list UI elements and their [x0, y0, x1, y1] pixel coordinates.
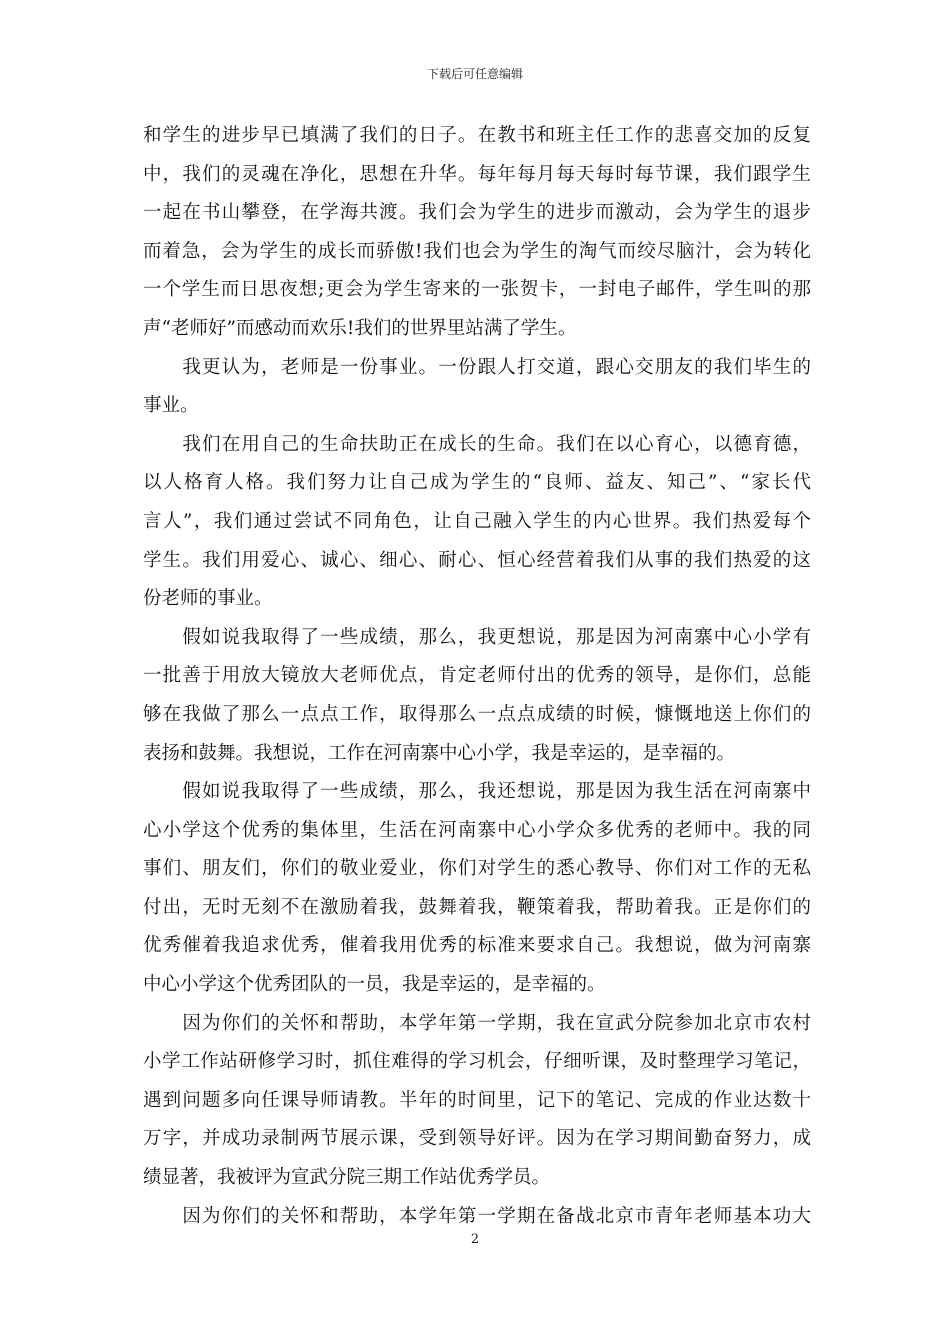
text-line: 因为你们的关怀和帮助，本学年第一学期在备战北京市青年老师基本功大	[143, 1205, 811, 1227]
text-line: 我们在用自己的生命扶助正在成长的生命。我们在以心育心，以德育德，	[143, 433, 811, 455]
text-line: 和学生的进步早已填满了我们的日子。在教书和班主任工作的悲喜交加的反复	[143, 125, 811, 146]
text-line: 优秀催着我追求优秀，催着我用优秀的标准来要求自己。我想说，做为河南寨	[143, 935, 811, 957]
text-line: 而着急，会为学生的成长而骄傲!我们也会为学生的淘气而绞尽脑汁，会为转化	[143, 240, 811, 262]
text-line: 假如说我取得了一些成绩，那么，我还想说，那是因为我生活在河南寨中	[143, 781, 811, 803]
text-line: 一批善于用放大镜放大老师优点，肯定老师付出的优秀的领导，是你们，总能	[143, 665, 811, 687]
text-line: 一起在书山攀登，在学海共渡。我们会为学生的进步而激动，会为学生的退步	[143, 202, 811, 224]
text-line: 中心小学这个优秀团队的一员，我是幸运的，是幸福的。	[143, 974, 606, 996]
text-line: 假如说我取得了一些成绩，那么，我更想说，那是因为河南寨中心小学有	[143, 626, 811, 648]
text-line: 事业。	[143, 395, 199, 417]
text-line: 万字，并成功录制两节展示课，受到领导好评。因为在学习期间勤奋努力，成	[143, 1128, 811, 1150]
text-line: 中，我们的灵魂在净化，思想在升华。每年每月每天每时每节课，我们跟学生	[143, 163, 811, 185]
text-line: 以人格育人格。我们努力让自己成为学生的“良师、益友、知己”、“家长代	[143, 472, 811, 494]
text-line: 我更认为，老师是一份事业。一份跟人打交道，跟心交朋友的我们毕生的	[143, 356, 811, 378]
text-line: 声“老师好”而感动而欢乐!我们的世界里站满了学生。	[143, 317, 577, 339]
text-line: 够在我做了那么一点点工作，取得那么一点点成绩的时候，慷慨地送上你们的	[143, 703, 811, 725]
text-line: 份老师的事业。	[143, 588, 273, 610]
text-line: 付出，无时无刻不在激励着我，鼓舞着我，鞭策着我，帮助着我。正是你们的	[143, 896, 811, 918]
text-line: 言人”，我们通过尝试不同角色，让自己融入学生的内心世界。我们热爱每个	[143, 510, 811, 532]
page-header: 下载后可任意编辑	[426, 67, 523, 81]
page-number: 2	[470, 1232, 480, 1247]
document-body	[143, 117, 811, 1236]
text-line: 表扬和鼓舞。我想说，工作在河南寨中心小学，我是幸运的，是幸福的。	[143, 742, 736, 764]
text-line: 学生。我们用爱心、诚心、细心、耐心、恒心经营着我们从事的我们热爱的这	[143, 549, 811, 571]
text-line: 小学工作站研修学习时，抓住难得的学习机会，仔细听课，及时整理学习笔记，	[143, 1051, 811, 1073]
text-line: 绩显著，我被评为宣武分院三期工作站优秀学员。	[143, 1167, 551, 1189]
text-line: 遇到问题多向任课导师请教。半年的时间里，记下的笔记、完成的作业达数十	[143, 1089, 811, 1111]
text-line: 一个学生而日思夜想;更会为学生寄来的一张贺卡，一封电子邮件，学生叫的那	[143, 279, 811, 301]
text-line: 心小学这个优秀的集体里，生活在河南寨中心小学众多优秀的老师中。我的同	[143, 819, 811, 841]
text-line: 事们、朋友们，你们的敬业爱业，你们对学生的悉心教导、你们对工作的无私	[143, 858, 811, 880]
text-line: 因为你们的关怀和帮助，本学年第一学期，我在宣武分院参加北京市农村	[143, 1012, 811, 1034]
